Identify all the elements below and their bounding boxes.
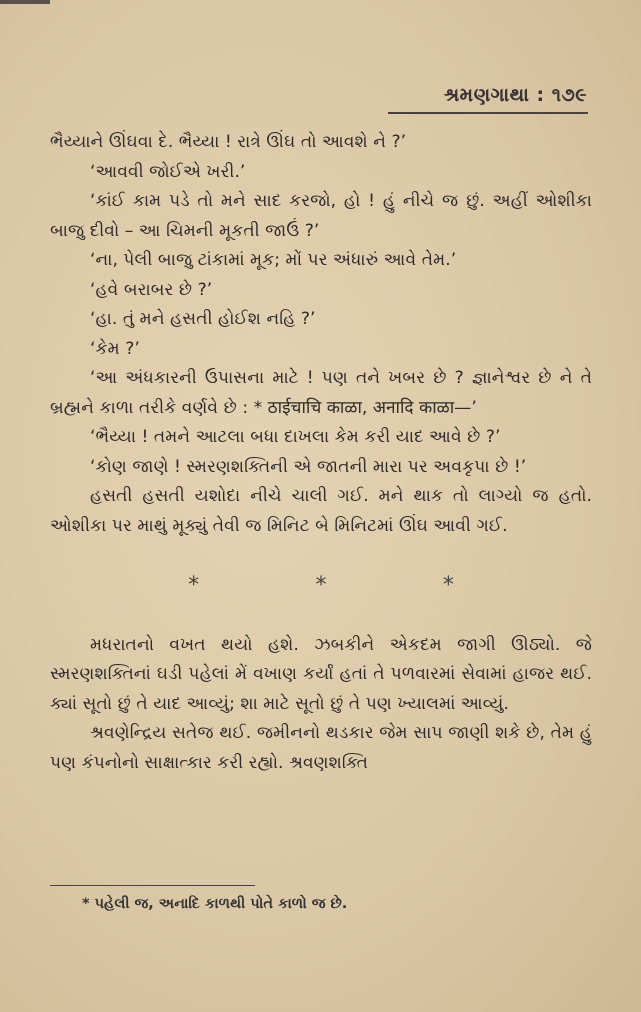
paragraph: ‘કોણ જાણે ! સ્મરણશક્તિની એ જાતની મારા પર અવકૃપા છે !’ bbox=[90, 456, 527, 477]
paragraph: ‘આવવી જોઈએ ખરી.’ bbox=[90, 161, 246, 182]
running-header: શ્રમણગાથા : ૧૭૯ bbox=[443, 84, 587, 106]
paragraph: ‘આ અંધકારની ઉપાસના માટે ! પણ તને ખબર છે ? જ્ઞાનેશ્વર છે ને તે બ્રહ્મને કાળા તરીકે વર્ણવે છે : * ठाईचाचि काळा, अनादि काळा—’ bbox=[50, 368, 592, 418]
section-star: * bbox=[188, 573, 200, 598]
footnote-rule bbox=[50, 885, 255, 886]
section-break bbox=[50, 571, 592, 601]
paragraph: હસતી હસતી યશોદા નીચે ચાલી ગઈ. મને થાક તો લાગ્યો જ હતો. ઓશીકા પર માથું મૂક્યું તેવી જ મિનિટ બે મિનિટમાં ઊંઘ આવી ગઈ. bbox=[50, 486, 592, 536]
paragraph: ‘ના, પેલી બાજુ ટાંકામાં મૂક; મોં પર અંધારું આવે તેમ.’ bbox=[90, 250, 457, 270]
paragraph: ‘ભૈય્યા ! તમને આટલા બધા દાખલા કેમ કરી યાદ આવે છે ?’ bbox=[90, 427, 501, 447]
paragraph: ભૈય્યાને ઊંઘવા દે. ભૈય્યા ! રાત્રે ઊંઘ તો આવશે ને ?’ bbox=[50, 132, 407, 152]
paragraph: ‘હવે બરાબર છે ?’ bbox=[90, 279, 213, 300]
paragraph: મધરાતનો વખત થયો હશે. ઝબકીને એકદમ જાગી ઊઠ્યો. જે સ્મરણશક્તિનાં ઘડી પહેલાં મેં વખાણ કર્યાં હતાં તે પળવારમાં સેવામાં હાજર થઈ. ક્યાં સૂતો છું તે યાદ આવ્યું; શા માટે સૂતો છું તે પણ ખ્યાલમાં આવ્યું. bbox=[50, 634, 592, 714]
section-star: * bbox=[315, 573, 327, 598]
header-underline bbox=[388, 112, 588, 114]
body-text bbox=[50, 128, 592, 778]
paragraph: ‘કેમ ?’ bbox=[90, 338, 140, 359]
footnote: * પહેલી જ, અનાદિ કાળથી પોતે કાળો જ છે. bbox=[82, 896, 348, 912]
paragraph: ‘કાંઈ કામ પડે તો મને સાદ કરજો, હો ! હું નીચે જ છું. અહીં ઓશીકા બાજુ દીવો – આ ચિમની મૂકતી જાઉં ?’ bbox=[50, 191, 592, 241]
paragraph: ‘હા. તું મને હસતી હોઈશ નહિ ?’ bbox=[90, 309, 316, 329]
corner-mark bbox=[0, 0, 50, 4]
section-star: * bbox=[442, 573, 454, 598]
paragraph: શ્રવણેન્દ્રિય સતેજ થઈ. જમીનનો થડકાર જેમ સાપ જાણી શકે છે, તેમ હું પણ કંપનોનો સાક્ષાત્કાર કરી રહ્યો. શ્રવણશક્તિ bbox=[50, 723, 592, 773]
